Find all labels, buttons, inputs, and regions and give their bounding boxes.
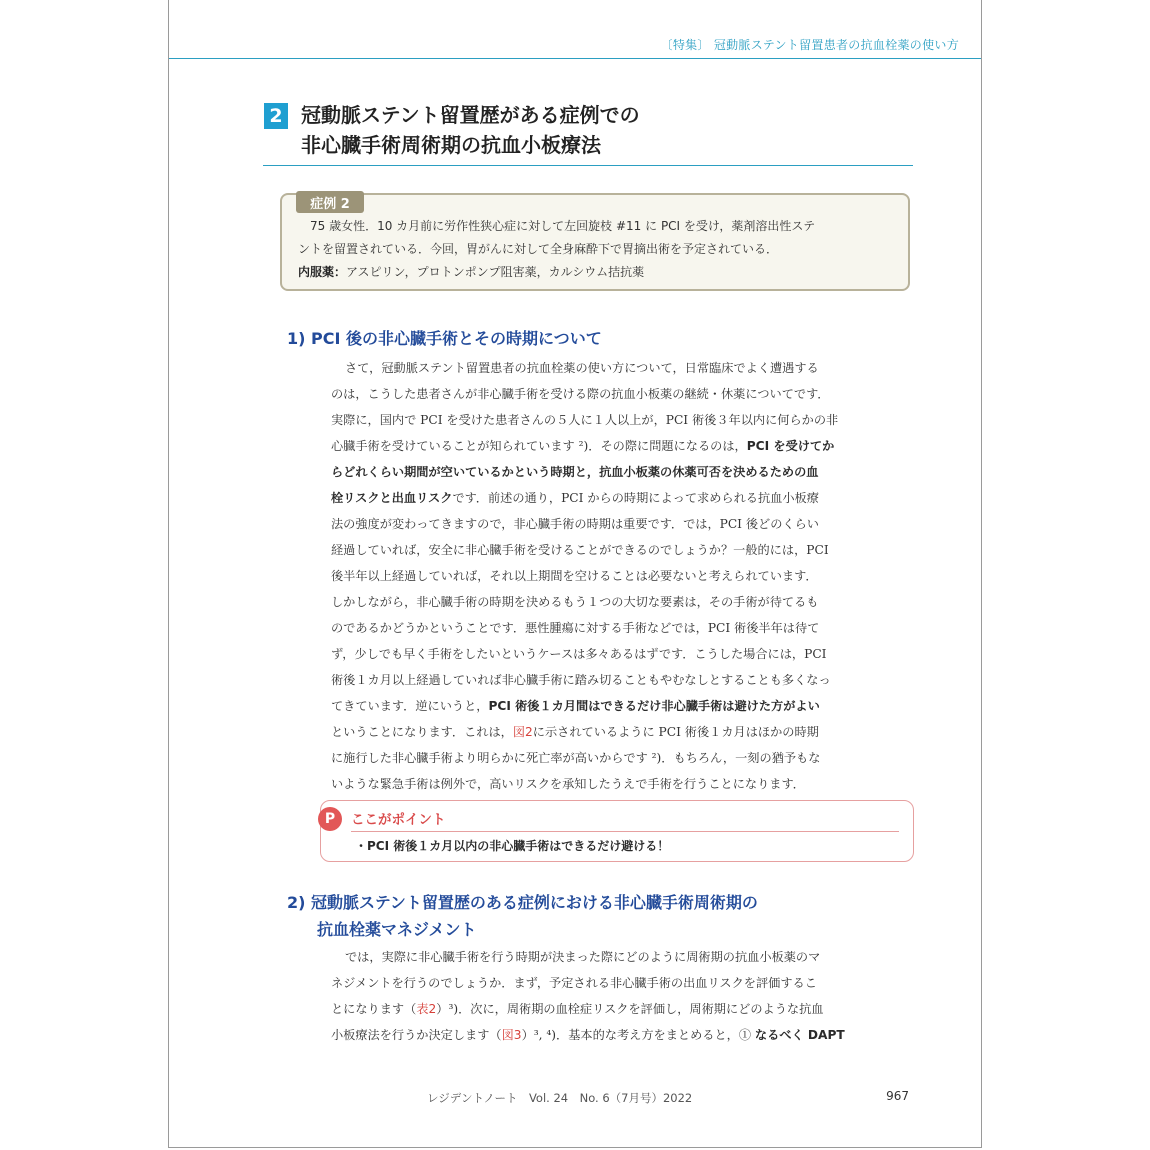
text-span: 経過していれば，安全に非心臓手術を受けることができるのでしょうか？一般的には，PCI	[331, 543, 829, 557]
text-span: に示されているように PCI 術後１カ月はほかの時期	[532, 725, 819, 739]
text-line	[331, 641, 917, 667]
point-icon: P	[318, 807, 342, 831]
body-text-2	[331, 944, 917, 1048]
text-line	[331, 381, 917, 407]
text-span: 術後１カ月以上経過していれば非心臓手術に踏み切ることもやむなしとすることも多くなっ	[331, 673, 831, 687]
section-title-line2: 非心臓手術周術期の抗血小板療法	[301, 133, 601, 157]
text-line	[331, 433, 917, 459]
page	[168, 0, 982, 1148]
emphasis-text: PCI 術後１カ月間はできるだけ非心臓手術は避けた方がよい	[488, 699, 820, 713]
case-box	[280, 193, 910, 291]
text-span: てきています．逆にいうと，	[331, 699, 489, 713]
text-span: いような緊急手術は例外で，高いリスクを承知したうえで手術を行うことになります．	[331, 777, 805, 791]
section-rule	[263, 165, 913, 166]
section-number-badge: 2	[264, 103, 288, 129]
case-meds-value: アスピリン，プロトンポンプ阻害薬，カルシウム拮抗薬	[346, 265, 645, 279]
text-line	[331, 485, 917, 511]
case-line-1: 75 歳女性．10 カ月前に労作性狭心症に対して左回旋枝 #11 に PCI を受け，薬剤溶出性ステ	[310, 219, 816, 233]
case-line-2: ントを留置されている．今回，胃がんに対して全身麻酔下で胃摘出術を予定されている．	[298, 242, 779, 256]
text-line	[331, 944, 917, 970]
header-rule	[169, 58, 981, 59]
text-span: ということになります．これは，	[331, 725, 513, 739]
text-span: のは，こうした患者さんが非心臓手術を受ける際の抗血小板薬の継続・休薬についてです．	[331, 387, 830, 401]
subheading-2	[287, 889, 758, 943]
text-span: 法の強度が変わってきますので，非心臓手術の時期は重要です．では，PCI 後どのくらい	[331, 517, 819, 531]
footer-journal: レジデントノート Vol. 24 No. 6（7月号）2022	[427, 1091, 693, 1105]
text-line	[331, 1022, 917, 1048]
text-span: ネジメントを行うのでしょうか．まず，予定される非心臓手術の出血リスクを評価するこ	[331, 976, 817, 990]
emphasis-text: PCI を受けてか	[746, 439, 835, 453]
text-line	[331, 667, 917, 693]
text-span: 後半年以上経過していれば，それ以上期間を空けることは必要ないと考えられています．	[331, 569, 818, 583]
text-line	[331, 771, 917, 797]
text-span: 実際に，国内で PCI を受けた患者さんの５人に１人以上が，PCI 術後３年以内に何らかの非	[331, 413, 839, 427]
text-line	[331, 459, 917, 485]
text-span: です．前述の通り，PCI からの時期によって求められる抗血小板療	[452, 491, 819, 505]
text-line	[331, 745, 917, 771]
text-span: のであるかどうかということです．悪性腫瘍に対する手術などでは，PCI 術後半年は待て	[331, 621, 820, 635]
body-text-1	[331, 355, 917, 797]
figure-reference-link[interactable]: 図3	[501, 1028, 522, 1042]
page-number: 967	[886, 1089, 909, 1103]
text-line	[331, 693, 917, 719]
subheading-2-line1: 2) 冠動脈ステント留置歴のある症例における非心臓手術周術期の	[287, 893, 758, 912]
text-line	[331, 563, 917, 589]
text-span: しかしながら，非心臓手術の時期を決めるもう１つの大切な要素は，その手術が待てるも	[331, 595, 819, 609]
emphasis-text: なるべく DAPT	[754, 1028, 845, 1042]
text-line	[331, 996, 917, 1022]
subheading-2-line2: 抗血栓薬マネジメント	[317, 920, 477, 939]
point-box	[320, 800, 914, 862]
point-item: ・PCI 術後１カ月以内の非心臓手術はできるだけ避ける！	[355, 839, 670, 853]
text-span: に施行した非心臓手術より明らかに死亡率が高いからです ²)．もちろん，一刻の猶予もな	[331, 751, 821, 765]
point-title: ここがポイント	[351, 812, 446, 828]
text-span: ）³, ⁴)．基本的な考え方をまとめると，①	[521, 1028, 755, 1042]
case-meds-label: 内服薬：	[298, 265, 347, 279]
text-span: 心臓手術を受けていることが知られています ²)．その際に問題になるのは，	[331, 439, 747, 453]
text-line	[331, 719, 917, 745]
figure-reference-link[interactable]: 図2	[512, 725, 533, 739]
text-line	[331, 589, 917, 615]
text-line	[331, 407, 917, 433]
text-span: さて，冠動脈ステント留置患者の抗血栓薬の使い方について，日常臨床でよく遭遇する	[345, 361, 819, 375]
text-span: ず，少しでも早く手術をしたいというケースは多々あるはずです．こうした場合には，PCI	[331, 647, 827, 661]
running-header: 〔特集〕 冠動脈ステント留置患者の抗血栓薬の使い方	[660, 38, 959, 52]
text-line	[331, 355, 917, 381]
text-span: とになります（	[331, 1002, 417, 1016]
case-body	[298, 215, 898, 284]
section-title	[301, 100, 921, 160]
text-span: では，実際に非心臓手術を行う時期が決まった際にどのように周術期の抗血小板薬のマ	[345, 950, 821, 964]
point-rule	[351, 831, 899, 832]
text-line	[331, 615, 917, 641]
text-span: 小板療法を行うか決定します（	[331, 1028, 502, 1042]
case-medications	[298, 261, 898, 284]
subheading-1: 1) PCI 後の非心臓手術とその時期について	[287, 329, 602, 348]
figure-reference-link[interactable]: 表2	[416, 1002, 437, 1016]
case-label: 症例 2	[296, 191, 364, 213]
text-line	[331, 511, 917, 537]
emphasis-text: 栓リスクと出血リスク	[331, 491, 453, 505]
text-span: ）³)．次に，周術期の血栓症リスクを評価し，周術期にどのような抗血	[436, 1002, 824, 1016]
text-line	[331, 537, 917, 563]
text-line	[331, 970, 917, 996]
section-title-line1: 冠動脈ステント留置歴がある症例での	[301, 103, 640, 127]
emphasis-text: らどれくらい期間が空いているかという時期と，抗血小板薬の休薬可否を決めるための血	[331, 465, 819, 479]
